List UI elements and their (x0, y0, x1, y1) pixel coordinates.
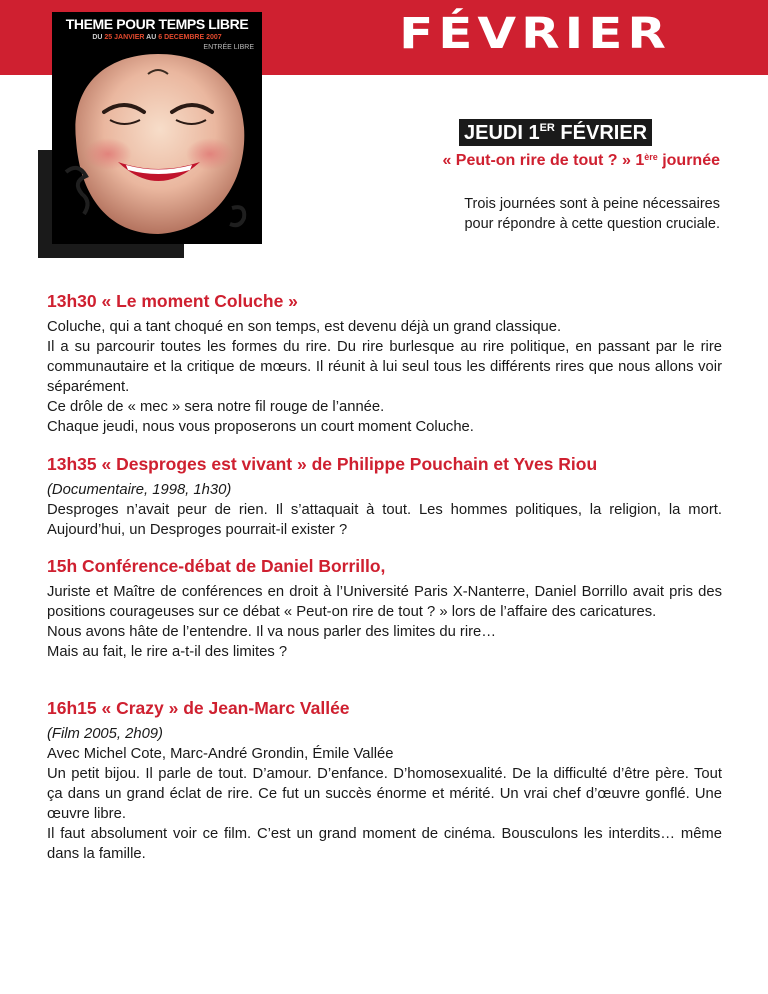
section-crazy (47, 697, 722, 864)
section-paragraph: Chaque jeudi, nous vous proposerons un court moment Coluche. (47, 419, 474, 435)
event-poster (52, 12, 262, 244)
day-subtitle-post: journée (657, 152, 720, 169)
section-paragraph: Ce drôle de « mec » sera notre fil rouge de l’année. (47, 399, 385, 415)
section-borrillo (47, 555, 722, 662)
section-note: (Film 2005, 2h09) (47, 726, 163, 742)
section-paragraph: Coluche, qui a tant choqué en son temps, est devenu déjà un grand classique. (47, 319, 562, 335)
section-paragraph: Nous avons hâte de l’entendre. Il va nous parler des limites du rire… (47, 624, 497, 640)
intro-line: Trois journées sont à peine nécessaires (464, 196, 720, 212)
section-coluche (47, 290, 722, 437)
section-title: 15h Conférence-débat de Daniel Borrillo, (47, 556, 386, 576)
day-heading-post: FÉVRIER (554, 122, 648, 144)
section-paragraph: Il faut absolument voir ce film. C’est un grand moment de cinéma. Bousculons les interdits… même dans la famille. (47, 826, 722, 862)
section-title: 13h30 « Le moment Coluche » (47, 291, 298, 311)
section-paragraph: Avec Michel Cote, Marc-André Grondin, Émile Vallée (47, 746, 394, 762)
day-heading-pre: JEUDI 1 (464, 122, 540, 144)
day-heading (459, 119, 652, 146)
day-heading-sup: ER (539, 122, 555, 134)
poster-dates-start: 25 JANVIER (104, 34, 145, 41)
section-title: 16h15 « Crazy » de Jean-Marc Vallée (47, 698, 350, 718)
day-subtitle-pre: « Peut-on rire de tout ? » 1 (442, 152, 645, 169)
section-paragraph: Il a su parcourir toutes les formes du rire. Du rire burlesque au rire politique, en passant par le rire communautaire et la critique de mœurs. Il réunit à lui seul tous les différents rires que nous allons voir séparément. (47, 339, 722, 395)
section-desproges (47, 453, 722, 540)
poster-dates-du: DU (92, 34, 103, 41)
poster-dates-au: AU (146, 34, 157, 41)
poster-dates-end: 6 DECEMBRE 2007 (158, 34, 222, 41)
section-paragraph: Un petit bijou. Il parle de tout. D’amour. D’enfance. D’homosexualité. De la difficulté d’être père. Tout ça dans un grand éclat de rire. Ce fut un succès énorme et mérité. Un vrai chef d’œuvre gonflé. Une œuvre libre. (47, 766, 722, 822)
section-paragraph: Juriste et Maître de conférences en droit à l’Université Paris X-Nanterre, Daniel Borrillo avait pris des positions courageuses sur ce débat « Peut-on rire de tout ? » lors de l’affaire des caricatures. (47, 584, 722, 620)
intro-line: pour répondre à cette question cruciale. (464, 216, 720, 232)
day-subtitle (442, 150, 720, 172)
section-note: (Documentaire, 1998, 1h30) (47, 482, 232, 498)
section-paragraph: Mais au fait, le rire a-t-il des limites ? (47, 644, 288, 660)
month-title: FÉVRIER (399, 8, 671, 59)
day-intro (390, 194, 720, 234)
day-subtitle-sup: ère (644, 152, 658, 162)
section-paragraph: Desproges n’avait peur de rien. Il s’attaquait à tout. Les hommes politiques, la religion, la mort. Aujourd’hui, un Desproges pourrait-il exister ? (47, 502, 722, 538)
poster-title: THEME POUR TEMPS LIBRE (65, 16, 249, 32)
poster-entry: ENTRÉE LIBRE (203, 44, 254, 51)
poster-dates (52, 34, 262, 41)
section-title: 13h35 « Desproges est vivant » de Philippe Pouchain et Yves Riou (47, 454, 598, 474)
